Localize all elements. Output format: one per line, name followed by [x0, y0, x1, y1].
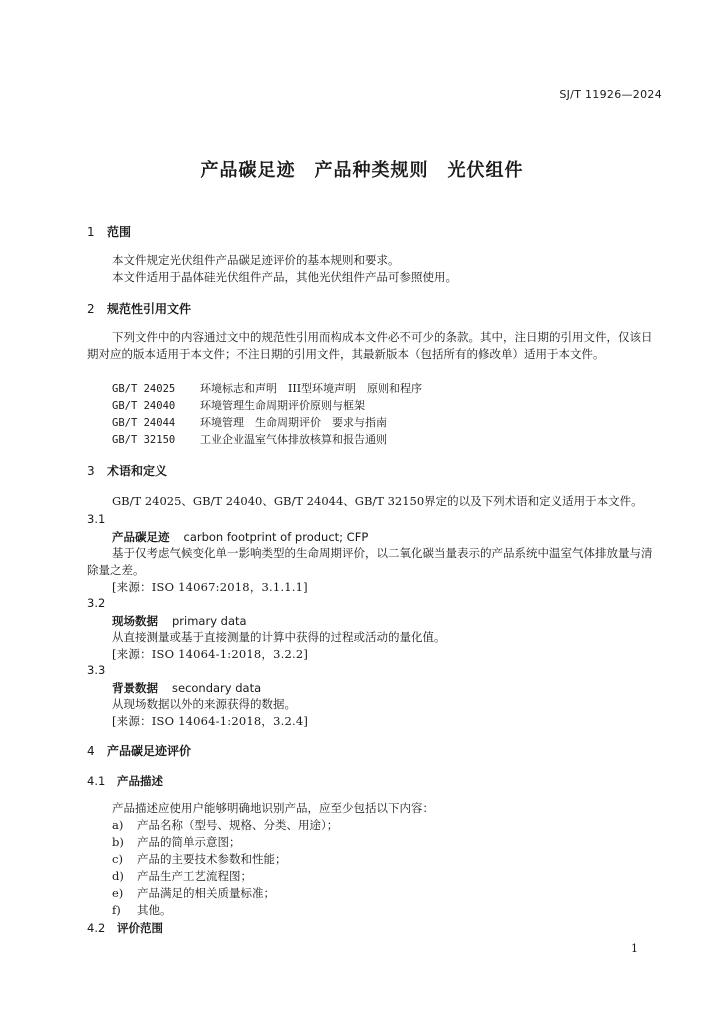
term-en: primary data [172, 614, 247, 628]
standard-number: SJ/T 11926—2024 [559, 88, 662, 101]
subsection-title: 产品描述 [117, 774, 163, 788]
reference-item [112, 414, 387, 430]
subsection-number: 4.2 [87, 921, 106, 935]
list-marker: f) [112, 903, 121, 917]
reference-code: GB/T 24044 [112, 417, 176, 429]
subsection-4-2-heading [87, 920, 163, 936]
reference-title: 环境标志和声明 III型环境声明 原则和程序 [200, 382, 423, 395]
reference-code: GB/T 24040 [112, 400, 176, 412]
section-number: 3 [87, 464, 95, 478]
reference-code: GB/T 32150 [112, 434, 176, 446]
term-number: 3.3 [87, 663, 106, 677]
subsection-4-1-heading [87, 773, 163, 789]
term-source: [来源：ISO 14067:2018，3.1.1.1] [112, 580, 308, 594]
list-item [112, 817, 338, 833]
list-item [112, 834, 241, 850]
paragraph: 产品描述应使用户能够明确地识别产品，应至少包括以下内容： [112, 801, 434, 815]
paragraph: 本文件适用于晶体硅光伏组件产品，其他光伏组件产品可参照使用。 [112, 270, 457, 284]
subsection-number: 4.1 [87, 774, 106, 788]
section-number: 1 [87, 225, 95, 239]
term-zh: 背景数据 [112, 681, 158, 695]
paragraph: 本文件规定光伏组件产品碳足迹评价的基本规则和要求。 [112, 253, 400, 267]
term-number: 3.1 [87, 512, 106, 526]
list-marker: b) [112, 835, 124, 849]
reference-title: 环境管理 生命周期评价 要求与指南 [200, 416, 387, 429]
term-source: [来源：ISO 14064-1:2018，3.2.2] [112, 647, 309, 661]
term-en: secondary data [172, 681, 262, 695]
term-en: carbon footprint of product; CFP [183, 530, 369, 544]
section-title: 产品碳足迹评价 [107, 744, 192, 758]
reference-item [112, 431, 387, 447]
section-title: 规范性引用文件 [107, 302, 192, 316]
list-text: 产品生产工艺流程图； [137, 869, 252, 883]
normative-references-intro: 下列文件中的内容通过文中的规范性引用而构成本文件必不可少的条款。其中，注日期的引用文件，仅该日期对应的版本适用于本文件；不注日期的引用文件，其最新版本（包括所有的修改单）适用于本文件。 [87, 330, 653, 361]
list-marker: c) [112, 852, 123, 866]
reference-title: 环境管理生命周期评价原则与框架 [200, 399, 365, 412]
term-number: 3.2 [87, 596, 106, 610]
section-number: 4 [87, 744, 95, 758]
list-text: 其他。 [137, 903, 172, 917]
list-item [112, 902, 172, 918]
list-text: 产品的简单示意图； [137, 835, 241, 849]
document-title: 产品碳足迹 产品种类规则 光伏组件 [200, 160, 524, 181]
list-marker: a) [112, 818, 124, 832]
list-marker: d) [112, 869, 124, 883]
section-4-heading [87, 742, 191, 759]
term-definition: 从直接测量或基于直接测量的计算中获得的过程或活动的量化值。 [112, 630, 446, 644]
subsection-title: 评价范围 [117, 921, 163, 935]
reference-title: 工业企业温室气体排放核算和报告通则 [200, 433, 387, 446]
list-text: 产品名称（型号、规格、分类、用途）； [137, 818, 339, 832]
list-marker: e) [112, 886, 124, 900]
list-item [112, 851, 287, 867]
list-item [112, 868, 252, 884]
term-entry [112, 529, 368, 545]
reference-code: GB/T 24025 [112, 383, 176, 395]
section-title: 范围 [107, 225, 132, 239]
reference-item [112, 380, 422, 396]
term-entry [112, 680, 261, 696]
term-definition: 基于仅考虑气候变化单一影响类型的生命周期评价，以二氧化碳当量表示的产品系统中温室气体排放量与清除量之差。 [87, 546, 653, 577]
term-source: [来源：ISO 14064-1:2018，3.2.4] [112, 714, 309, 728]
section-1-heading [87, 223, 131, 240]
section-number: 2 [87, 302, 95, 316]
term-definition: 从现场数据以外的来源获得的数据。 [112, 697, 296, 711]
terms-intro: GB/T 24025、GB/T 24040、GB/T 24044、GB/T 32150界定的以及下列术语和定义适用于本文件。 [112, 494, 643, 508]
term-entry [112, 613, 247, 629]
term-zh: 现场数据 [112, 614, 158, 628]
reference-item [112, 397, 365, 413]
list-text: 产品的主要技术参数和性能； [137, 852, 287, 866]
term-zh: 产品碳足迹 [112, 530, 170, 544]
section-title: 术语和定义 [107, 464, 168, 478]
section-3-heading [87, 462, 167, 479]
page-number: 1 [631, 942, 638, 955]
list-text: 产品满足的相关质量标准； [137, 886, 275, 900]
section-2-heading [87, 300, 191, 317]
list-item [112, 885, 275, 901]
